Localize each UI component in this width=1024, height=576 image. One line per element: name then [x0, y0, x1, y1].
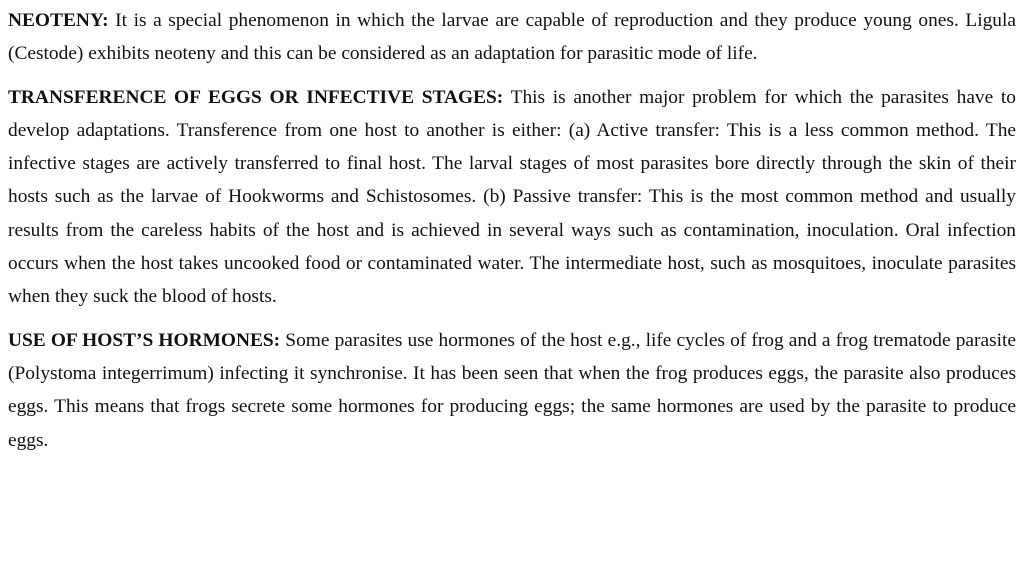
paragraph-transference: [8, 81, 1016, 314]
paragraph-neoteny: [8, 4, 1016, 71]
section-heading-host-hormones: USE OF HOST’S HORMONES:: [8, 329, 281, 351]
section-body-neoteny: It is a special phenomenon in which the larvae are capable of reproduction and they produce young ones. Ligula (Cestode) exhibits neoteny and this can be considered as an adaptation for parasitic mode of life.: [8, 10, 1016, 65]
section-heading-neoteny: NEOTENY:: [8, 10, 109, 31]
paragraph-host-hormones: [8, 324, 1016, 457]
document-page: [8, 4, 1016, 467]
section-body-transference: This is another major problem for which the parasites have to develop adaptations. Transference from one host to another is either: (a) Active transfer: This is a less common method. The infective stages are actively transferred to final host. The larval stages of most parasites bore directly through the skin of their hosts such as the larvae of Hookworms and Schistosomes. (b) Passive transfer: This is the most common method and usually results from the careless habits of the host and is achieved in several ways such as contamination, inoculation. Oral infection occurs when the host takes uncooked food or contaminated water. The intermediate host, such as mosquitoes, inoculate parasites when they suck the blood of hosts.: [8, 86, 1017, 308]
section-body-host-hormones: Some parasites use hormones of the host e.g., life cycles of frog and a frog trematode parasite (Polystoma integerrimum) infecting it synchronise. It has been seen that when the frog produces eggs, the parasite also produces eggs. This means that frogs secrete some hormones for producing eggs; the same hormones are used by the parasite to produce eggs.: [8, 329, 1017, 451]
section-heading-transference: TRANSFERENCE OF EGGS OR INFECTIVE STAGES:: [8, 86, 504, 108]
